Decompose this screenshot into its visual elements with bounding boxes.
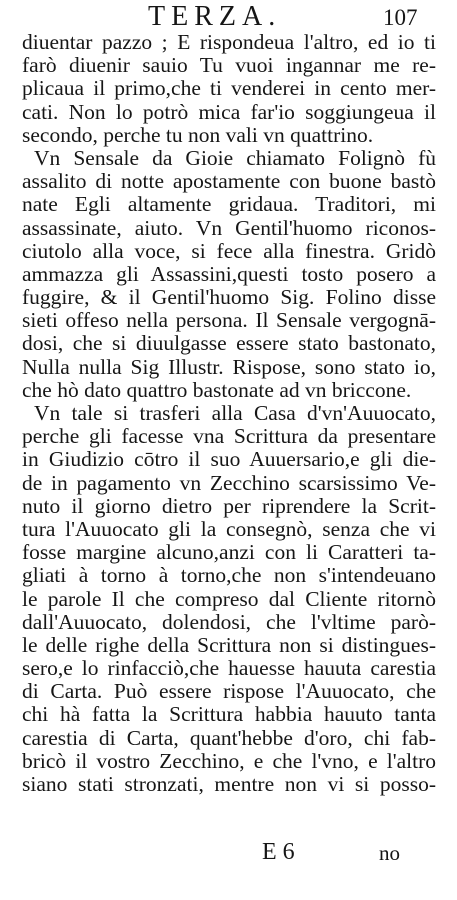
- text-line: fuggire, & il Gentil'huomo Sig. Folino disse: [22, 286, 436, 310]
- text-line: tura l'Auuocato gli la consegnò, senza che vi: [22, 517, 436, 541]
- signature-mark: E 6: [262, 839, 295, 865]
- text-line: plicaua il primo,che ti venderei in cento mer-: [22, 77, 436, 101]
- text-line: che hò dato quattro bastonate ad vn briccone.: [22, 378, 412, 402]
- text-line: bricò il vostro Zecchino, e che l'vno, e l'altro: [22, 749, 436, 773]
- text-line: secondo, perche tu non vali vn quattrino.: [22, 123, 374, 147]
- page-footer: [0, 839, 457, 865]
- text-line: siano stati stronzati, mentre non vi si posso-: [22, 773, 436, 796]
- running-head: [0, 2, 457, 32]
- catchword: no: [379, 841, 400, 865]
- body-text: [22, 31, 436, 796]
- text-line: chi hà fatta la Scrittura habbia hauuto tanta: [22, 703, 436, 727]
- text-line: ammazza gli Assassini,questi tosto posero a: [22, 262, 436, 286]
- text-line: le delle righe della Scrittura non si distingues-: [22, 633, 436, 657]
- text-line: Nulla nulla Sig Illustr. Rispose, sono stato io,: [22, 355, 436, 379]
- text-line: di Carta. Può essere rispose l'Auuocato, che: [22, 680, 436, 704]
- text-line: dosi, che si diuulgasse essere stato bastonato,: [22, 332, 436, 356]
- page-number: 107: [383, 5, 418, 30]
- text-line: le parole Il che compreso dal Cliente ritornò: [22, 587, 436, 611]
- text-line: nate Egli altamente gridaua. Traditori, mi: [22, 193, 436, 217]
- text-line: dall'Auuocato, dolendosi, che l'vltime parò-: [22, 610, 436, 634]
- text-line: cati. Non lo potrò mica far'io soggiungeua il: [22, 100, 436, 124]
- text-line: farò diuenir sauio Tu vuoi ingannar me re-: [22, 54, 436, 78]
- text-line: ciutolo alla voce, si fece alla finestra. Gridò: [22, 239, 436, 263]
- text-line: assalito di notte apostamente con buone bastò: [22, 170, 436, 194]
- text-line: Vn Sensale da Gioie chiamato Folignò fù: [34, 146, 436, 170]
- text-line: fosse margine alcuno,anzi con li Caratteri ta-: [22, 541, 436, 565]
- text-line: in Giudizio cōtro il suo Auuersario,e gli die-: [22, 448, 436, 472]
- text-line: Vn tale si trasferi alla Casa d'vn'Auuocato,: [34, 402, 436, 425]
- text-line: assassinate, aiuto. Vn Gentil'huomo riconos-: [22, 216, 436, 240]
- text-line: gliati à torno à torno,che non s'intendeuano: [22, 564, 436, 588]
- text-line: sieti offeso nella persona. Il Sensale vergognā-: [22, 309, 436, 333]
- text-line: nuto il giorno dietro per riprendere la Scrit-: [22, 494, 436, 518]
- running-title: TERZA.: [148, 1, 282, 32]
- text-line: sero,e lo rinfacciò,che hauesse hauuta carestia: [22, 657, 436, 681]
- text-line: diuentar pazzo ; E rispondeua l'altro, ed io ti: [22, 31, 436, 54]
- text-line: de in pagamento vn Zecchino scarsissimo Ve-: [22, 471, 436, 495]
- text-line: perche gli facesse vna Scrittura da presentare: [22, 425, 436, 449]
- text-line: carestia di Carta, quant'hebbe d'oro, chi fab-: [22, 726, 436, 750]
